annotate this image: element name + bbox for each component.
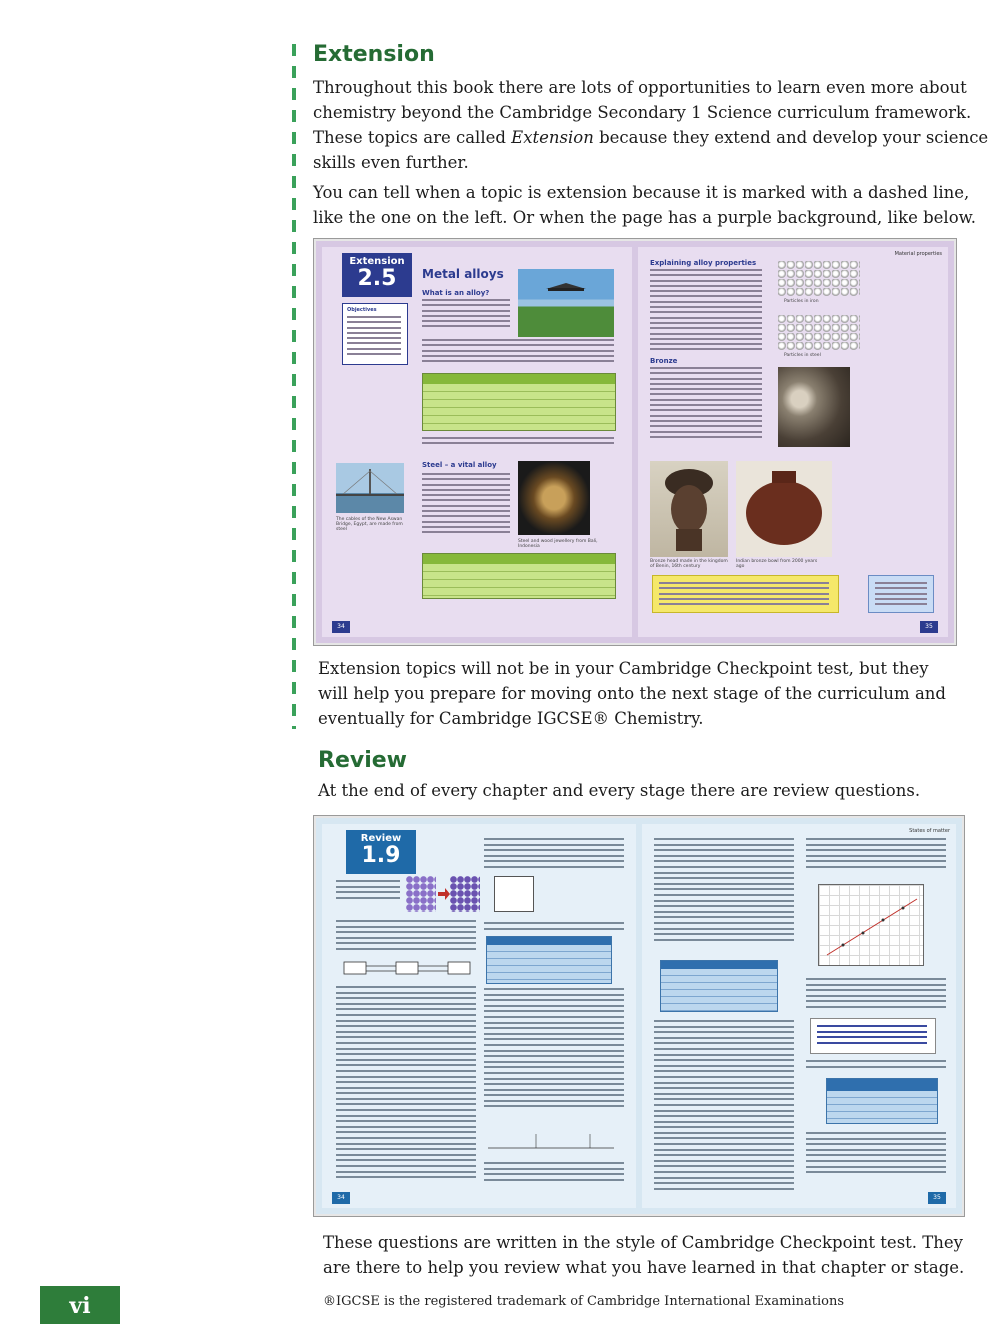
handwritten-note (810, 1018, 936, 1054)
bowl-caption: Indian bronze bowl from 2000 years ago (736, 559, 818, 569)
body-text (650, 269, 762, 354)
review-note-paragraph (323, 1230, 964, 1280)
steel-particles-diagram (778, 315, 860, 351)
running-head: Material properties (894, 251, 942, 257)
extension-heading: Extension (313, 42, 435, 67)
question-text (336, 880, 400, 902)
text-line: will help you prepare for moving onto the next stage of the curriculum and (318, 684, 946, 703)
spread-title: Metal alloys (422, 267, 504, 281)
steel-particles-caption: Particles in steel (784, 353, 821, 358)
page-number-tab: vi (40, 1286, 120, 1324)
badge-label: Extension (349, 256, 405, 267)
summary-text (875, 582, 927, 608)
spread-subheading: Steel – a vital alloy (422, 461, 497, 469)
question-text (654, 1020, 794, 1193)
bowl-icon (736, 461, 832, 557)
review-heading: Review (318, 748, 407, 773)
text-line: chemistry beyond the Cambridge Secondary 1 Science curriculum framework. (313, 103, 972, 122)
body-text (650, 367, 762, 441)
bronze-head-icon (650, 461, 728, 557)
question-text (484, 838, 624, 872)
solubility-graph (818, 884, 924, 966)
question-text (654, 838, 794, 944)
state-change-diagram (342, 956, 472, 980)
spread-right-page (642, 824, 956, 1208)
badge-label: Review (360, 833, 402, 844)
particle-box-diagram (494, 876, 534, 912)
particles-diagram (406, 876, 480, 912)
melting-point-table (486, 936, 612, 984)
extension-note-paragraph (318, 656, 946, 731)
gears-photo (778, 367, 850, 447)
questions-box (652, 575, 839, 613)
flow-diagram-icon (342, 956, 472, 980)
spread-left-page (322, 824, 636, 1208)
question-text (336, 986, 476, 1182)
bridge-icon (336, 463, 404, 513)
arrow-icon (438, 888, 450, 900)
bridge-photo (336, 463, 404, 513)
question-text (806, 838, 946, 872)
body-text (422, 339, 614, 365)
body-text (422, 473, 510, 537)
page-number: 35 (928, 1192, 946, 1204)
body-text (422, 299, 510, 331)
review-intro: At the end of every chapter and every stage there are review questions. (318, 781, 921, 800)
trademark-footnote: ®IGCSE is the registered trademark of Cambridge International Examinations (323, 1294, 844, 1309)
text-line: eventually for Cambridge IGCSE® Chemistry. (318, 709, 704, 728)
extension-dashed-marker (292, 44, 296, 729)
bronze-head-caption: Bronze head made in the kingdom of Benin, 16th century (650, 559, 728, 569)
text-line: skills even further. (313, 153, 469, 172)
number-line-diagram (486, 1130, 616, 1156)
spread-left-page (322, 247, 632, 637)
text-line: Throughout this book there are lots of opportunities to learn even more about (313, 78, 967, 97)
spread-subheading: Explaining alloy properties (650, 259, 757, 267)
body-text (422, 437, 614, 448)
objectives-title: Objectives (347, 307, 377, 313)
extension-term: Extension (511, 128, 594, 147)
summary-box (868, 575, 934, 613)
page-number: 34 (332, 1192, 350, 1204)
bronze-bowl-photo (736, 461, 832, 557)
iron-particles-diagram (778, 261, 860, 297)
temperature-scale-icon (486, 1130, 616, 1156)
badge-number: 2.5 (357, 266, 397, 291)
page-number: 34 (332, 621, 350, 633)
question-text (336, 920, 476, 954)
text-line: These questions are written in the style of Cambridge Checkpoint test. They (323, 1233, 964, 1252)
airplane-icon (518, 269, 614, 337)
extension-badge (342, 253, 412, 297)
review-sample-spread (313, 815, 965, 1217)
bridge-caption: The cables of the New Aswan Bridge, Egypt, are made from steel (336, 517, 403, 532)
badge-number: 1.9 (361, 843, 401, 868)
spread-subheading: Bronze (650, 357, 678, 365)
alloy-table (422, 373, 616, 431)
question-text (484, 988, 624, 1111)
ring-photo (518, 461, 590, 535)
text-line: Extension topics will not be in your Cambridge Checkpoint test, but they (318, 659, 929, 678)
questions-text (659, 582, 829, 608)
bronze-head-photo (650, 461, 728, 557)
extension-marker-paragraph (313, 180, 976, 230)
airplane-photo (518, 269, 614, 337)
question-text (484, 1162, 624, 1184)
spread-right-page (638, 247, 948, 637)
spread-subheading: What is an alloy? (422, 289, 490, 297)
question-text (806, 1060, 946, 1071)
question-text (806, 1132, 946, 1177)
temperature-table (660, 960, 778, 1012)
extension-sample-spread (313, 238, 957, 646)
review-badge (346, 830, 416, 874)
steel-table (422, 553, 616, 599)
question-text (806, 978, 946, 1012)
question-text (484, 922, 624, 933)
objectives-text (347, 316, 401, 358)
text-line: are there to help you review what you have learned in that chapter or stage. (323, 1258, 965, 1277)
running-head: States of matter (909, 828, 950, 834)
objectives-box (342, 303, 408, 365)
iron-particles-caption: Particles in iron (784, 299, 819, 304)
graph-line-icon (819, 885, 923, 965)
results-table (826, 1078, 938, 1124)
text-line: These topics are called Extension because they extend and develop your science (313, 128, 989, 147)
ring-caption: Steel and wood jewellery from Bali, Indonesia (518, 539, 598, 549)
page-number: 35 (920, 621, 938, 633)
handwritten-text (817, 1025, 927, 1047)
text-line: like the one on the left. Or when the page has a purple background, like below. (313, 208, 977, 227)
extension-intro-paragraph (313, 75, 988, 175)
text-line: You can tell when a topic is extension because it is marked with a dashed line, (313, 183, 970, 202)
